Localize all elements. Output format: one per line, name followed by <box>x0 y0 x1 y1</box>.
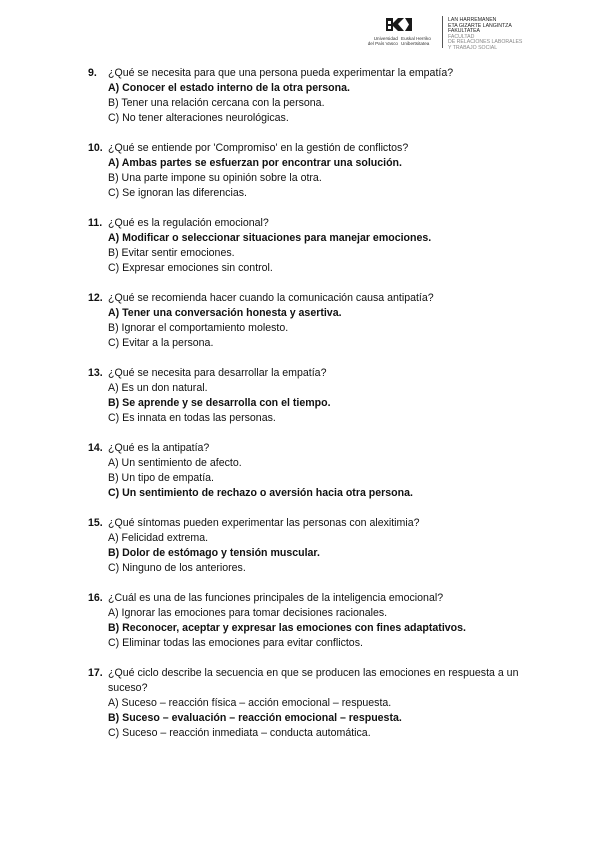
question-number: 12. <box>88 292 103 304</box>
answer-options <box>108 381 538 426</box>
faculty-line-es: Y TRABAJO SOCIAL <box>448 44 498 51</box>
university-emblem-icon <box>384 16 414 33</box>
question-heading <box>88 216 538 231</box>
question-heading <box>88 441 538 456</box>
correct-answer-option: B) Se aprende y se desarrolla con el tiempo. <box>108 397 331 409</box>
correct-answer-option: A) Tener una conversación honesta y asertiva. <box>108 307 342 319</box>
question-number: 16. <box>88 592 103 604</box>
question-text: ¿Qué ciclo describe la secuencia en que se producen las emociones en respuesta a un suceso? <box>108 667 519 694</box>
answer-options <box>108 606 538 651</box>
answer-option: B) Un tipo de empatía. <box>108 472 214 484</box>
question-heading <box>88 66 538 81</box>
correct-answer-option: B) Dolor de estómago y tensión muscular. <box>108 547 320 559</box>
logo-caption-line: Universidad <box>373 36 398 41</box>
answer-option: A) Suceso – reacción física – acción emocional – respuesta. <box>108 697 392 709</box>
answer-options <box>108 531 538 576</box>
question-text: ¿Qué se necesita para que una persona pueda experimentar la empatía? <box>108 67 454 79</box>
question-item <box>88 516 538 576</box>
question-number: 15. <box>88 517 103 529</box>
question-text: ¿Qué es la antipatía? <box>108 442 210 454</box>
answer-option: A) Un sentimiento de afecto. <box>108 457 242 469</box>
question-heading <box>88 591 538 606</box>
answer-options <box>108 306 538 351</box>
answer-option: C) Es innata en todas las personas. <box>108 412 276 424</box>
question-item <box>88 666 538 741</box>
question-number: 10. <box>88 142 103 154</box>
answer-option: C) Expresar emociones sin control. <box>108 262 273 274</box>
question-heading <box>88 366 538 381</box>
answer-option: B) Tener una relación cercana con la persona. <box>108 97 325 109</box>
faculty-name <box>448 18 522 52</box>
question-heading <box>88 666 538 696</box>
answer-option: C) Eliminar todas las emociones para evitar conflictos. <box>108 637 363 649</box>
correct-answer-option: C) Un sentimiento de rechazo o aversión hacia otra persona. <box>108 487 413 499</box>
answer-option: C) No tener alteraciones neurológicas. <box>108 112 289 124</box>
answer-option: C) Evitar a la persona. <box>108 337 214 349</box>
question-text: ¿Cuál es una de las funciones principales de la inteligencia emocional? <box>108 592 444 604</box>
faculty-line-eu: LAN HARREMANEN <box>448 17 497 23</box>
question-number: 17. <box>88 667 103 679</box>
answer-option: C) Se ignoran las diferencias. <box>108 187 247 199</box>
faculty-line-es: DE RELACIONES LABORALES <box>448 39 523 46</box>
question-list <box>88 66 538 756</box>
answer-option: C) Ninguno de los anteriores. <box>108 562 246 574</box>
answer-options <box>108 696 538 741</box>
question-number: 14. <box>88 442 103 454</box>
answer-option: B) Ignorar el comportamiento molesto. <box>108 322 289 334</box>
question-text: ¿Qué se necesita para desarrollar la empatía? <box>108 367 327 379</box>
question-item <box>88 366 538 426</box>
answer-options <box>108 156 538 201</box>
answer-option: A) Ignorar las emociones para tomar decisiones racionales. <box>108 607 388 619</box>
logo-caption-line: Unibertsitatea <box>401 41 430 46</box>
logo-caption-line: del País Vasco <box>367 41 398 46</box>
question-item <box>88 591 538 651</box>
question-text: ¿Qué síntomas pueden experimentar las personas con alexitimia? <box>108 517 420 529</box>
answer-option: A) Es un don natural. <box>108 382 208 394</box>
faculty-line-eu: FAKULTATEA <box>448 28 480 35</box>
correct-answer-option: A) Ambas partes se esfuerzan por encontrar una solución. <box>108 157 402 169</box>
question-heading <box>88 291 538 306</box>
faculty-line-es: FACULTAD <box>448 33 475 40</box>
correct-answer-option: A) Modificar o seleccionar situaciones para manejar emociones. <box>108 232 432 244</box>
correct-answer-option: A) Conocer el estado interno de la otra persona. <box>108 82 350 94</box>
logo-caption-es <box>356 36 398 46</box>
correct-answer-option: B) Reconocer, aceptar y expresar las emociones con fines adaptativos. <box>108 622 466 634</box>
faculty-line-eu: ETA GIZARTE LANGINTZA <box>448 22 512 29</box>
question-heading <box>88 141 538 156</box>
correct-answer-option: B) Suceso – evaluación – reacción emocional – respuesta. <box>108 712 402 724</box>
answer-option: A) Felicidad extrema. <box>108 532 209 544</box>
question-item <box>88 66 538 126</box>
question-text: ¿Qué se recomienda hacer cuando la comunicación causa antipatía? <box>108 292 434 304</box>
question-number: 13. <box>88 367 103 379</box>
answer-options <box>108 81 538 126</box>
answer-option: B) Evitar sentir emociones. <box>108 247 235 259</box>
question-text: ¿Qué es la regulación emocional? <box>108 217 269 229</box>
question-number: 11. <box>88 217 103 229</box>
university-logo <box>356 14 446 50</box>
question-text: ¿Qué se entiende por 'Compromiso' en la gestión de conflictos? <box>108 142 409 154</box>
logo-caption-eu <box>401 36 431 46</box>
question-item <box>88 141 538 201</box>
answer-option: B) Una parte impone su opinión sobre la otra. <box>108 172 322 184</box>
question-heading <box>88 516 538 531</box>
question-item <box>88 441 538 501</box>
answer-option: C) Suceso – reacción inmediata – conducta automática. <box>108 727 371 739</box>
question-item <box>88 291 538 351</box>
question-item <box>88 216 538 276</box>
answer-options <box>108 456 538 501</box>
answer-options <box>108 231 538 276</box>
logo-caption-line: Euskal Herriko <box>401 36 431 41</box>
question-number: 9. <box>88 67 97 79</box>
header-divider <box>442 16 443 48</box>
